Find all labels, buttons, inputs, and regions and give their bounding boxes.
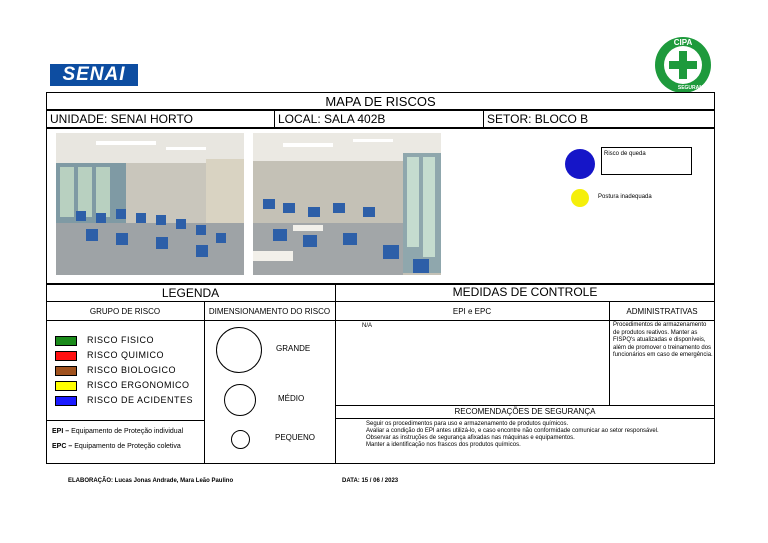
administrativas-text: Procedimentos de armazenamento de produtos reativos. Manter as FISPQ's atualizadas e disponíveis, além de promover o treinamento dos funcionários em caso de emergência. (613, 322, 713, 358)
epi-value: N/A (362, 323, 373, 329)
unidade-field: UNIDADE: SENAI HORTO (47, 111, 275, 129)
risk-group-quimico: RISCO QUIMICO (55, 348, 193, 363)
legenda-title: LEGENDA (161, 286, 220, 300)
color-swatch (55, 366, 77, 376)
page-title: MAPA DE RISCOS (46, 92, 715, 110)
recomendacao-item: Observar as instruções de segurança afixadas nas máquinas e equipamentos. (366, 435, 575, 441)
photos-section (46, 128, 715, 284)
risk-label-postura: Postura inadequada (598, 194, 652, 200)
recomendacoes-header: RECOMENDAÇÕES DE SEGURANÇA (454, 407, 596, 416)
cipa-bottom-text: SEGURANÇA (677, 85, 711, 91)
local-field: LOCAL: SALA 402B (275, 111, 484, 129)
risk-marker-queda (565, 149, 595, 179)
risk-group-fisico: RISCO FISICO (55, 333, 193, 348)
circle-medio (224, 384, 256, 416)
cipa-logo (654, 36, 712, 94)
color-swatch (55, 336, 77, 346)
elaboracao: ELABORAÇÃO: Lucas Jonas Andrade, Mara Leão Paulino (68, 478, 234, 484)
senai-logo: SENAI (50, 64, 138, 86)
grupo-header: GRUPO DE RISCO (89, 307, 161, 316)
recomendacoes-list (366, 421, 666, 449)
classroom-photo-2 (253, 133, 441, 275)
epi-definition: EPI – Equipamento de Proteção individual (52, 428, 184, 435)
administrativas-header: ADMINISTRATIVAS (626, 307, 698, 316)
setor-field: SETOR: BLOCO B (487, 112, 589, 126)
cipa-top-text: CIPA (673, 38, 693, 47)
risk-group-acidentes: RISCO DE ACIDENTES (55, 393, 193, 408)
medidas-title: MEDIDAS DE CONTROLE (452, 285, 598, 299)
risk-group-list (55, 333, 193, 408)
size-grande: GRANDE (276, 344, 311, 353)
color-swatch (55, 381, 77, 391)
circle-grande (216, 327, 262, 373)
risk-marker-postura (571, 189, 589, 207)
recomendacao-item: Avaliar a condição do EPI antes utilizá-lo, e caso encontre não conformidade comunicar ao setor responsável. (366, 428, 659, 434)
recomendacao-item: Manter a identificação nos frascos dos produtos químicos. (366, 442, 521, 448)
data: DATA: 15 / 06 / 2023 (342, 478, 399, 484)
risk-label-queda: Risco de queda (601, 147, 692, 175)
info-row (46, 110, 715, 128)
color-swatch (55, 351, 77, 361)
risk-group-ergonomico: RISCO ERGONOMICO (55, 378, 193, 393)
epc-definition: EPC – Equipamento de Proteção coletiva (52, 443, 181, 450)
recomendacao-item: Seguir os procedimentos para uso e armazenamento de produtos químicos. (366, 421, 569, 427)
size-pequeno: PEQUENO (275, 433, 316, 442)
size-medio: MÉDIO (278, 394, 305, 403)
color-swatch (55, 396, 77, 406)
dim-header: DIMENSIONAMENTO DO RISCO (208, 307, 331, 316)
circle-pequeno (231, 430, 250, 449)
classroom-photo-1 (56, 133, 244, 275)
risk-group-biologico: RISCO BIOLOGICO (55, 363, 193, 378)
epi-epc-header: EPI e EPC (452, 307, 492, 316)
